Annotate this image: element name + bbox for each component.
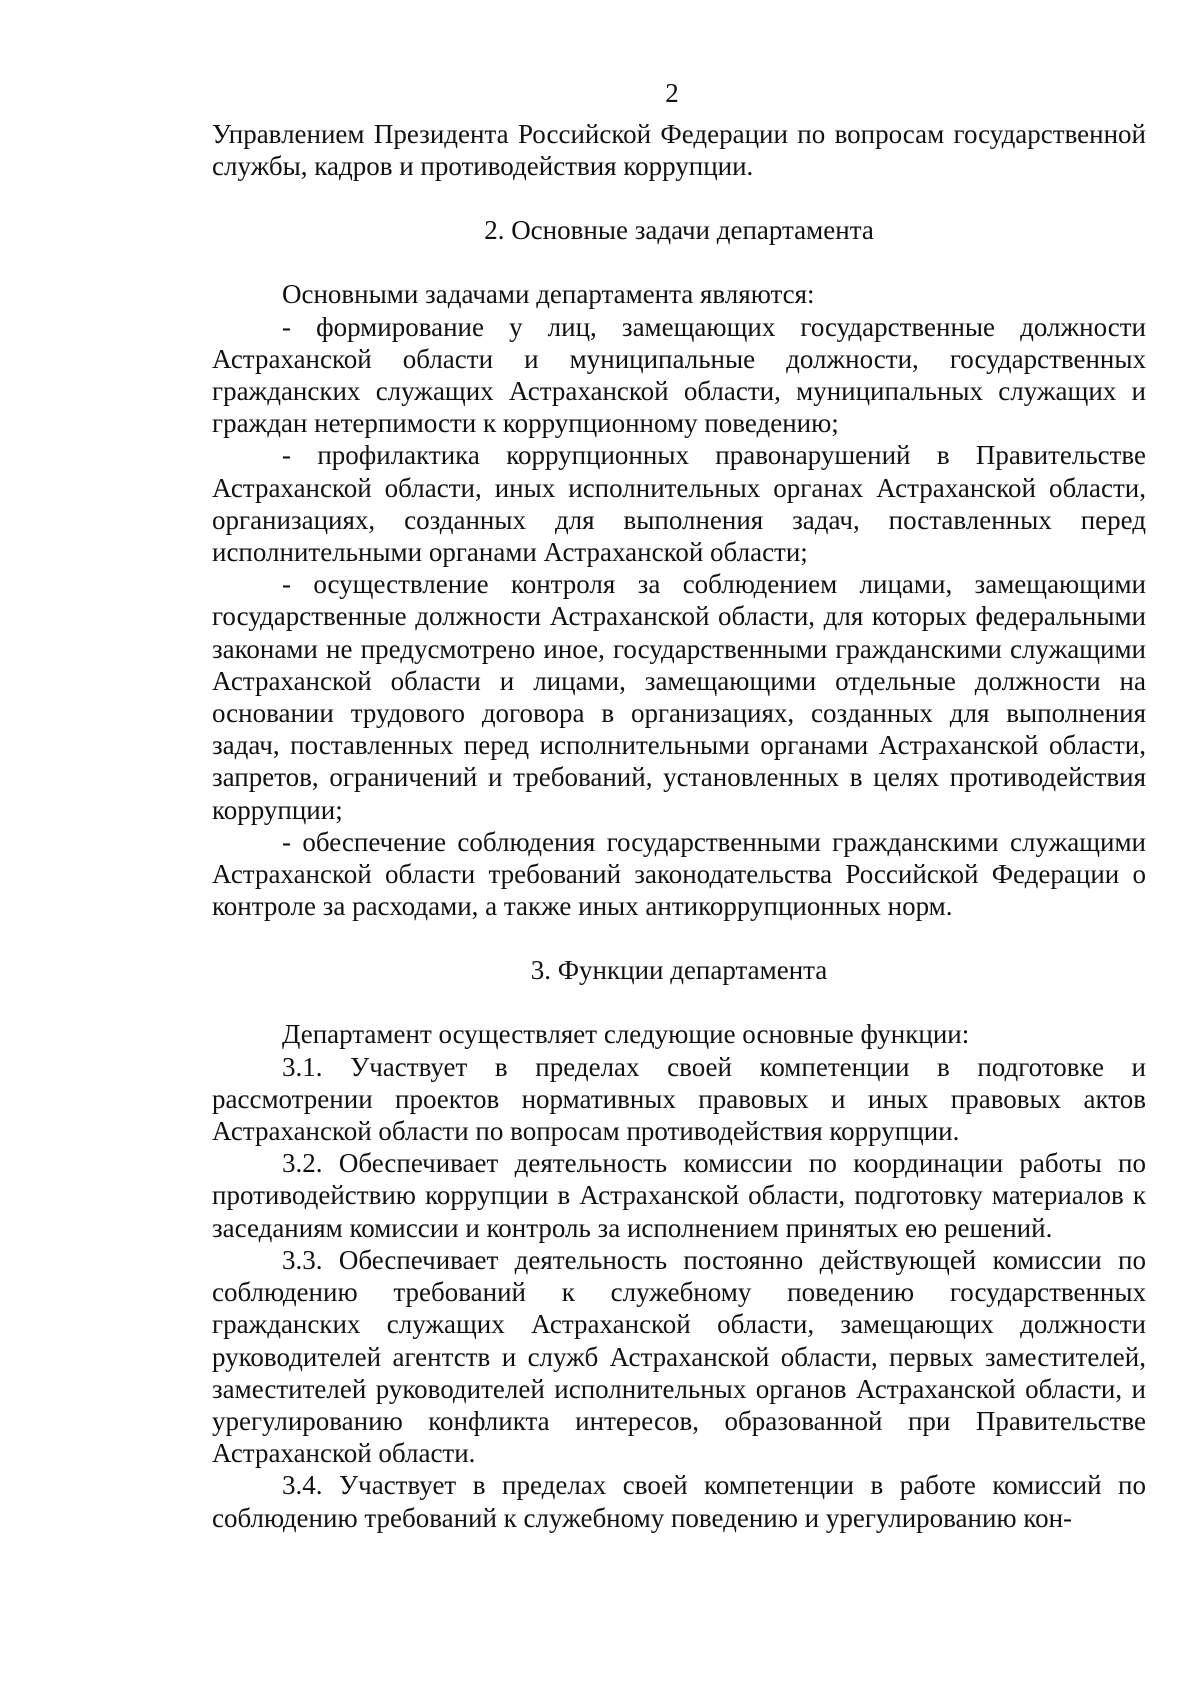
document-body xyxy=(212,118,1146,1534)
section-3-item: 3.2. Обеспечивает деятельность комиссии по координации работы по противодействию коррупции в Астраханской области, подготовку материалов к заседаниям комиссии и контроль за исполнением принятых ею решений. xyxy=(212,1148,1146,1243)
section-2-item: - профилактика коррупционных правонарушений в Правительстве Астраханской области, иных исполнительных органах Астраханской области, организациях, созданных для выполнения задач, поставленных перед исполнительными органами Астраханской области; xyxy=(212,440,1146,568)
section-3-item: 3.4. Участвует в пределах своей компетенции в работе комиссий по соблюдению требований к служебному поведению и урегулированию кон- xyxy=(212,1470,1146,1533)
section-2-item: - осуществление контроля за соблюдением лицами, замещающими государственные должности Астраханской области, для которых федеральными законами не предусмотрено иное, государственными гражданскими служащими Астраханской области и лицами, замещающими отдельные должности на основании трудового договора в организациях, созданных для выполнения задач, поставленных перед исполнительными органами Астраханской области, запретов, ограничений и требований, установленных в целях противодействия коррупции; xyxy=(212,569,1146,825)
page-number: 2 xyxy=(665,78,679,108)
section-3-lead: Департамент осуществляет следующие основные функции: xyxy=(282,1019,970,1050)
section-3-item: 3.1. Участвует в пределах своей компетенции в подготовке и рассмотрении проектов нормативных правовых и иных правовых актов Астраханской области по вопросам противодействия коррупции. xyxy=(212,1051,1146,1147)
section-3-item: 3.3. Обеспечивает деятельность постоянно действующей комиссии по соблюдению требований к служебному поведению государственных гражданских служащих Астраханской области, замещающих должности руководителей агентств и служб Астраханской области, первых заместителей, заместителей руководителей исполнительных органов Астраханской области, и урегулированию конфликта интересов, образованной при Правительстве Астраханской области. xyxy=(212,1244,1146,1469)
section-2-heading: 2. Основные задачи департамента xyxy=(484,215,874,246)
intro-paragraph: Управлением Президента Российской Федерации по вопросам государственной службы, кадров и противодействия коррупции. xyxy=(212,119,1146,182)
section-2-item: - формирование у лиц, замещающих государственные должности Астраханской области и муниципальные должности, государственных гражданских служащих Астраханской области, муниципальных служащих и граждан нетерпимости к коррупционному поведению; xyxy=(212,311,1146,439)
section-2-lead: Основными задачами департамента являются: xyxy=(282,279,815,310)
section-3-heading: 3. Функции департамента xyxy=(530,955,828,986)
section-2-item: - обеспечение соблюдения государственными гражданскими служащими Астраханской области требований законодательства Российской Федерации о контроле за расходами, а также иных антикоррупционных норм. xyxy=(212,826,1146,922)
